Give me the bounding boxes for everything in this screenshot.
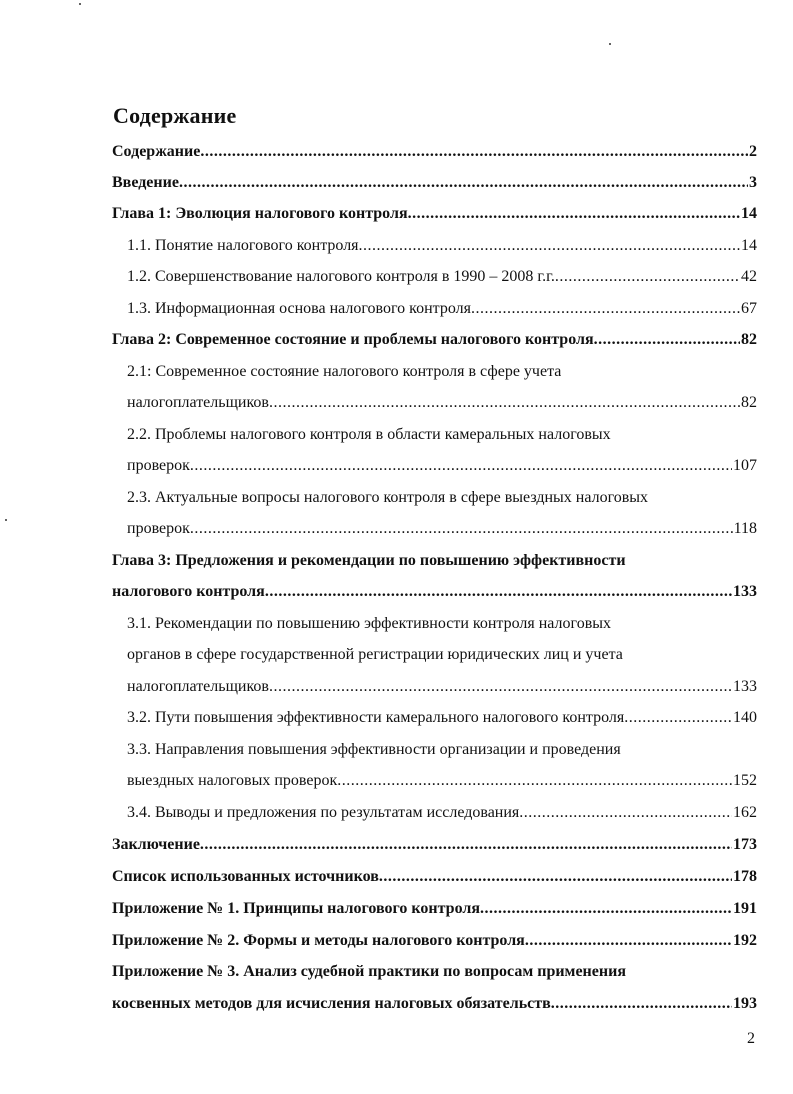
- toc-entry: [112, 897, 757, 921]
- toc-entry-page: 14: [741, 205, 757, 222]
- toc-entry-page: 67: [741, 300, 757, 317]
- toc-leader-dots: [269, 675, 732, 699]
- toc-leader-dots: [269, 391, 740, 415]
- toc-leader-dots: [379, 865, 732, 889]
- toc-entry-title: налогоплательщиков: [127, 394, 269, 411]
- toc-entry: [127, 706, 757, 730]
- toc-entry-page: 193: [733, 995, 757, 1012]
- toc-leader-dots: [525, 929, 732, 953]
- toc-leader-dots: [519, 801, 732, 825]
- toc-entry: [112, 580, 757, 604]
- toc-entry-title: 1.2. Совершенствование налогового контроля в 1990 – 2008 г.г.: [127, 268, 555, 285]
- toc-entry: [112, 171, 757, 195]
- toc-entry-page: 118: [733, 520, 757, 537]
- toc-entry: [127, 769, 757, 793]
- toc-entry-title: налогоплательщиков: [127, 678, 269, 695]
- toc-leader-dots: [480, 897, 732, 921]
- toc-entry: [112, 328, 757, 352]
- toc-entry: [127, 234, 757, 258]
- toc-leader-dots: [359, 234, 740, 258]
- toc-leader-dots: [594, 328, 740, 352]
- scan-speck: [609, 43, 611, 45]
- toc-entry: [127, 643, 623, 667]
- toc-entry: [112, 549, 626, 573]
- scan-speck: [5, 519, 7, 521]
- toc-leader-dots: [337, 769, 732, 793]
- toc-leader-dots: [551, 992, 732, 1016]
- toc-entry-title: Приложение № 3. Анализ судебной практики по вопросам применения: [112, 963, 626, 980]
- toc-leader-dots: [408, 202, 740, 226]
- toc-entry-title: Приложение № 1. Принципы налогового контроля: [112, 900, 480, 917]
- toc-entry: [127, 297, 757, 321]
- toc-entry-title: 1.3. Информационная основа налогового контроля: [127, 300, 471, 317]
- toc-entry: [127, 391, 757, 415]
- toc-entry: [127, 423, 611, 447]
- toc-leader-dots: [471, 297, 740, 321]
- toc-entry: [127, 801, 757, 825]
- toc-entry-title: выездных налоговых проверок: [127, 772, 338, 789]
- toc-entry: [127, 612, 611, 636]
- toc-entry-page: 173: [733, 836, 757, 853]
- toc-entry-title: 2.1: Современное состояние налогового контроля в сфере учета: [127, 363, 562, 380]
- toc-entry-title: проверок: [127, 457, 190, 474]
- toc-entry: [127, 486, 648, 510]
- toc-entry: [127, 517, 757, 541]
- toc-entry-title: Глава 3: Предложения и рекомендации по повышению эффективности: [112, 552, 626, 569]
- toc-leader-dots: [190, 517, 733, 541]
- toc-entry-title: 3.1. Рекомендации по повышению эффективности контроля налоговых: [127, 615, 611, 632]
- toc-entry: [112, 140, 757, 164]
- toc-leader-dots: [555, 265, 740, 289]
- toc-entry-title: 2.3. Актуальные вопросы налогового контроля в сфере выездных налоговых: [127, 489, 649, 506]
- toc-entry-title: 1.1. Понятие налогового контроля: [127, 237, 359, 254]
- toc-entry-page: 42: [741, 268, 757, 285]
- toc-entry-title: 3.4. Выводы и предложения по результатам исследования: [127, 804, 520, 821]
- toc-entry: [112, 929, 757, 953]
- toc-entry-page: 152: [733, 772, 757, 789]
- toc-entry-title: налогового контроля: [112, 583, 265, 600]
- toc-leader-dots: [265, 580, 732, 604]
- toc-entry: [112, 833, 757, 857]
- toc-entry-page: 3: [749, 174, 757, 191]
- toc-entry-page: 2: [749, 143, 757, 160]
- toc-entry: [112, 202, 757, 226]
- toc-entry: [127, 738, 621, 762]
- toc-entry: [127, 265, 757, 289]
- toc-leader-dots: [200, 140, 748, 164]
- toc-leader-dots: [624, 706, 732, 730]
- toc-entry-title: Заключение: [112, 836, 200, 853]
- toc-entry-page: 82: [741, 331, 757, 348]
- scan-speck: [79, 3, 81, 5]
- toc-entry-title: косвенных методов для исчисления налоговых обязательств: [112, 995, 551, 1012]
- toc-leader-dots: [179, 171, 748, 195]
- toc-entry: [127, 454, 757, 478]
- toc-entry-title: Содержание: [112, 143, 201, 160]
- toc-entry-title: Глава 2: Современное состояние и проблемы налогового контроля: [112, 331, 594, 348]
- page-title: Содержание: [113, 102, 237, 128]
- toc-leader-dots: [200, 833, 732, 857]
- toc-entry: [127, 360, 561, 384]
- toc-entry: [112, 960, 626, 984]
- toc-entry-page: 14: [741, 237, 757, 254]
- toc-entry-page: 191: [733, 900, 757, 917]
- toc-entry-page: 133: [733, 583, 757, 600]
- toc-entry-page: 82: [741, 394, 757, 411]
- toc-entry-page: 178: [733, 868, 757, 885]
- toc-entry-page: 107: [733, 457, 757, 474]
- toc-entry-title: 3.3. Направления повышения эффективности организации и проведения: [127, 741, 621, 758]
- page-number: 2: [747, 1030, 755, 1047]
- toc-entry-page: 140: [733, 709, 757, 726]
- toc-entry-title: Введение: [112, 174, 179, 191]
- toc-entry-title: 2.2. Проблемы налогового контроля в области камеральных налоговых: [127, 426, 611, 443]
- toc-leader-dots: [190, 454, 732, 478]
- toc-entry-title: Приложение № 2. Формы и методы налогового контроля: [112, 932, 525, 949]
- toc-entry: [127, 675, 757, 699]
- toc-entry-title: проверок: [127, 520, 190, 537]
- toc-entry-title: 3.2. Пути повышения эффективности камерального налогового контроля: [127, 709, 625, 726]
- toc-entry: [112, 992, 757, 1016]
- toc-entry-title: органов в сфере государственной регистрации юридических лиц и учета: [127, 646, 623, 663]
- toc-entry-page: 192: [733, 932, 757, 949]
- toc-entry-title: Список использованных источников: [112, 868, 379, 885]
- toc-entry: [112, 865, 757, 889]
- toc-entry-title: Глава 1: Эволюция налогового контроля: [112, 205, 408, 222]
- toc-entry-page: 162: [733, 804, 757, 821]
- toc-entry-page: 133: [733, 678, 757, 695]
